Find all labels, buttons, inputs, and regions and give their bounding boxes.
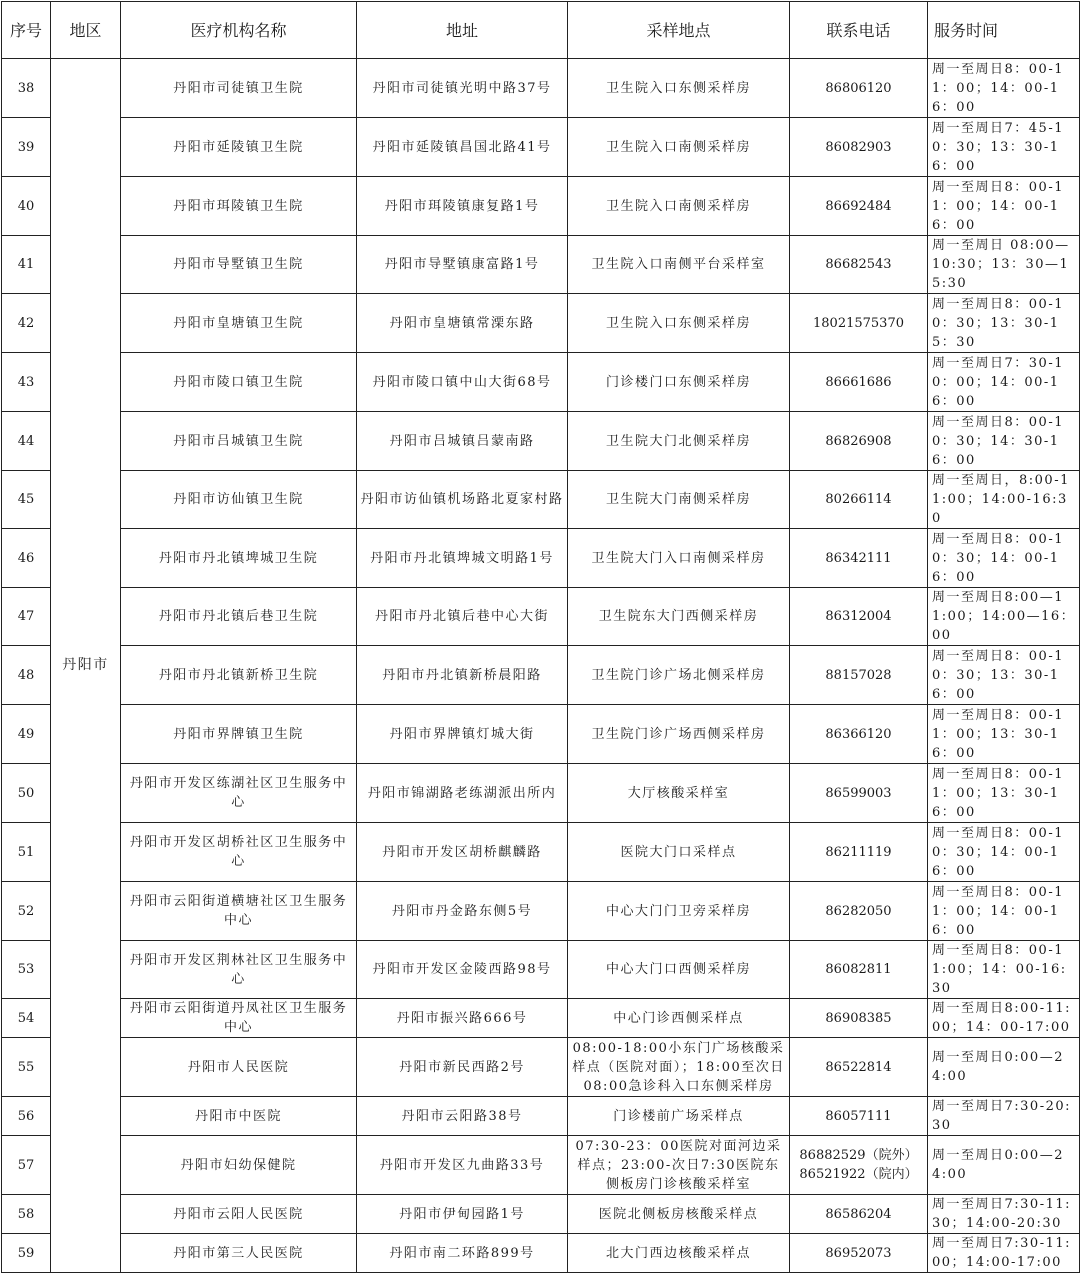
cell-institution: 丹阳市陵口镇卫生院 [121, 353, 357, 412]
cell-sampling-site: 卫生院入口东侧采样房 [568, 294, 790, 353]
phone-number: 86682543 [825, 257, 892, 272]
cell-sampling-site: 卫生院大门南侧采样房 [568, 471, 790, 529]
cell-address: 丹阳市导墅镇康富路1号 [357, 236, 568, 294]
table-row [2, 823, 1080, 882]
cell-sampling-site: 中心大门口西侧采样房 [568, 941, 790, 999]
cell-institution: 丹阳市第三人民医院 [121, 1234, 357, 1273]
cell-institution: 丹阳市妇幼保健院 [121, 1136, 357, 1195]
table-row [2, 236, 1080, 294]
phone-number: 86366120 [825, 726, 892, 742]
cell-sampling-site: 卫生院门诊广场北侧采样房 [568, 646, 790, 705]
cell-address: 丹阳市开发区九曲路33号 [357, 1136, 568, 1195]
cell-service-time: 周一至周日8：00-11：00；14：00-16：00 [928, 177, 1080, 236]
cell-phone [790, 588, 928, 646]
cell-address: 丹阳市陵口镇中山大街68号 [357, 353, 568, 412]
cell-address: 丹阳市界牌镇灯城大街 [357, 705, 568, 764]
cell-phone [790, 59, 928, 118]
cell-service-time: 周一至周日8：00-11:00；14：00-16:30 [928, 941, 1080, 999]
cell-seq: 58 [2, 1195, 51, 1234]
cell-address: 丹阳市振兴路666号 [357, 999, 568, 1038]
cell-address: 丹阳市延陵镇昌国北路41号 [357, 118, 568, 177]
cell-seq: 57 [2, 1136, 51, 1195]
phone-number: 86806120 [825, 80, 892, 96]
cell-address: 丹阳市丹金路东侧5号 [357, 882, 568, 941]
cell-sampling-site: 卫生院大门北侧采样房 [568, 412, 790, 471]
cell-seq: 45 [2, 471, 51, 529]
table-row [2, 1097, 1080, 1136]
sampling-sites-table [1, 1, 1080, 1273]
cell-sampling-site: 中心门诊西侧采样点 [568, 999, 790, 1038]
cell-seq: 53 [2, 941, 51, 999]
cell-seq: 59 [2, 1234, 51, 1273]
cell-sampling-site: 卫生院入口南侧采样房 [568, 177, 790, 236]
cell-phone [790, 941, 928, 999]
phone-number: 86661686 [825, 374, 892, 390]
cell-address: 丹阳市锦湖路老练湖派出所内 [357, 764, 568, 823]
cell-service-time: 周一至周日7:30-11:00；14:00-17:00 [928, 1234, 1080, 1273]
cell-sampling-site: 中心大门门卫旁采样房 [568, 882, 790, 941]
table-row [2, 412, 1080, 471]
cell-service-time: 周一至周日8:00—11:00；14:00—16：00 [928, 588, 1080, 646]
cell-institution: 丹阳市人民医院 [121, 1038, 357, 1097]
cell-phone [790, 177, 928, 236]
header-seq: 序号 [2, 2, 51, 59]
cell-institution: 丹阳市云阳街道丹凤社区卫生服务中心 [121, 999, 357, 1038]
cell-service-time: 周一至周日8：00-10：30；13：30-16：00 [928, 646, 1080, 705]
table-row [2, 1234, 1080, 1273]
phone-number: 86312004 [825, 609, 892, 624]
phone-number: 86908385 [825, 1010, 892, 1026]
cell-phone [790, 705, 928, 764]
cell-seq: 56 [2, 1097, 51, 1136]
table-row [2, 118, 1080, 177]
cell-address: 丹阳市开发区胡桥麒麟路 [357, 823, 568, 882]
phone-number: 86586204 [825, 1206, 892, 1222]
table-row [2, 353, 1080, 412]
cell-service-time: 周一至周日8：00-11：00；13：30-16：00 [928, 705, 1080, 764]
cell-seq: 46 [2, 529, 51, 588]
cell-phone [790, 1136, 928, 1195]
cell-service-time: 周一至周日8:00-11:00；14：00-17:00 [928, 999, 1080, 1038]
cell-service-time: 周一至周日 08:00—10:30；13：30—15:30 [928, 236, 1080, 294]
cell-institution: 丹阳市皇塘镇卫生院 [121, 294, 357, 353]
cell-seq: 38 [2, 59, 51, 118]
cell-institution: 丹阳市丹北镇新桥卫生院 [121, 646, 357, 705]
cell-sampling-site: 门诊楼门口东侧采样房 [568, 353, 790, 412]
cell-service-time: 周一至周日7：30-10：00；14：00-16：00 [928, 353, 1080, 412]
cell-seq: 50 [2, 764, 51, 823]
cell-address: 丹阳市珥陵镇康复路1号 [357, 177, 568, 236]
phone-number: 86692484 [825, 198, 892, 214]
cell-seq: 47 [2, 588, 51, 646]
cell-sampling-site: 卫生院门诊广场西侧采样房 [568, 705, 790, 764]
phone-number: 80266114 [825, 492, 892, 507]
cell-seq: 40 [2, 177, 51, 236]
cell-sampling-site: 大厅核酸采样室 [568, 764, 790, 823]
cell-phone [790, 646, 928, 705]
cell-phone [790, 882, 928, 941]
cell-seq: 48 [2, 646, 51, 705]
cell-service-time: 周一至周日8：00-10：30；14：30-16：00 [928, 412, 1080, 471]
cell-institution: 丹阳市导墅镇卫生院 [121, 236, 357, 294]
cell-sampling-site: 医院北侧板房核酸采样点 [568, 1195, 790, 1234]
cell-institution: 丹阳市访仙镇卫生院 [121, 471, 357, 529]
cell-address: 丹阳市访仙镇机场路北夏家村路 [357, 471, 568, 529]
phone-number: 18021575370 [813, 315, 904, 331]
cell-address: 丹阳市开发区金陵西路98号 [357, 941, 568, 999]
cell-seq: 39 [2, 118, 51, 177]
cell-sampling-site: 卫生院入口南侧采样房 [568, 118, 790, 177]
cell-region: 丹阳市 [51, 59, 121, 1273]
cell-address: 丹阳市皇塘镇常溧东路 [357, 294, 568, 353]
cell-institution: 丹阳市开发区胡桥社区卫生服务中心 [121, 823, 357, 882]
table-row [2, 471, 1080, 529]
table-row [2, 588, 1080, 646]
phone-number: 88157028 [825, 667, 892, 683]
phone-number: 86057111 [825, 1108, 892, 1124]
cell-phone [790, 1097, 928, 1136]
cell-seq: 52 [2, 882, 51, 941]
table-body [2, 59, 1080, 1273]
cell-phone [790, 764, 928, 823]
cell-institution: 丹阳市延陵镇卫生院 [121, 118, 357, 177]
cell-institution: 丹阳市珥陵镇卫生院 [121, 177, 357, 236]
cell-institution: 丹阳市云阳街道横塘社区卫生服务中心 [121, 882, 357, 941]
cell-service-time: 周一至周日，8:00-11:00；14:00-16:30 [928, 471, 1080, 529]
cell-phone [790, 236, 928, 294]
table-row [2, 646, 1080, 705]
cell-seq: 43 [2, 353, 51, 412]
cell-sampling-site: 卫生院东大门西侧采样房 [568, 588, 790, 646]
cell-service-time: 周一至周日8：00-10：30；13：30-15：30 [928, 294, 1080, 353]
cell-service-time: 周一至周日0:00—24:00 [928, 1038, 1080, 1097]
cell-address: 丹阳市丹北镇新桥晨阳路 [357, 646, 568, 705]
cell-seq: 41 [2, 236, 51, 294]
cell-sampling-site: 卫生院入口南侧平台采样室 [568, 236, 790, 294]
cell-service-time: 周一至周日7：45-10：30；13：30-16：00 [928, 118, 1080, 177]
cell-phone [790, 529, 928, 588]
cell-service-time: 周一至周日8：00-10：30；14：00-16：00 [928, 529, 1080, 588]
cell-institution: 丹阳市吕城镇卫生院 [121, 412, 357, 471]
cell-institution: 丹阳市司徒镇卫生院 [121, 59, 357, 118]
cell-institution: 丹阳市开发区练湖社区卫生服务中心 [121, 764, 357, 823]
header-sampling-site: 采样地点 [568, 2, 790, 59]
cell-sampling-site: 卫生院大门入口南侧采样房 [568, 529, 790, 588]
header-address: 地址 [357, 2, 568, 59]
phone-number: 86082811 [825, 962, 892, 977]
table-row [2, 177, 1080, 236]
phone-number: 86826908 [825, 433, 892, 449]
cell-service-time: 周一至周日8：00-11：00；14：00-16：00 [928, 59, 1080, 118]
cell-seq: 51 [2, 823, 51, 882]
cell-institution: 丹阳市中医院 [121, 1097, 357, 1136]
cell-seq: 49 [2, 705, 51, 764]
table-row [2, 941, 1080, 999]
table-row [2, 294, 1080, 353]
table-row [2, 764, 1080, 823]
cell-service-time: 周一至周日7:30-20:30 [928, 1097, 1080, 1136]
phone-number: 86522814 [825, 1059, 892, 1075]
cell-phone [790, 999, 928, 1038]
cell-institution: 丹阳市丹北镇埤城卫生院 [121, 529, 357, 588]
table-row [2, 882, 1080, 941]
cell-service-time: 周一至周日8：00-10：30；14：00-16：00 [928, 823, 1080, 882]
phone-number-secondary: 86521922（院内） [799, 1167, 918, 1182]
cell-address: 丹阳市丹北镇埤城文明路1号 [357, 529, 568, 588]
cell-service-time: 周一至周日0:00—24:00 [928, 1136, 1080, 1195]
phone-number: 86599003 [825, 785, 892, 801]
cell-service-time: 周一至周日7:30-11:30；14:00-20:30 [928, 1195, 1080, 1234]
cell-phone [790, 412, 928, 471]
cell-seq: 54 [2, 999, 51, 1038]
header-row [2, 2, 1080, 59]
header-institution: 医疗机构名称 [121, 2, 357, 59]
cell-address: 丹阳市南二环路899号 [357, 1234, 568, 1273]
header-service-time: 服务时间 [928, 2, 1080, 59]
cell-phone [790, 1195, 928, 1234]
cell-seq: 55 [2, 1038, 51, 1097]
header-region: 地区 [51, 2, 121, 59]
cell-address: 丹阳市云阳路38号 [357, 1097, 568, 1136]
cell-phone [790, 1234, 928, 1273]
table-row [2, 1038, 1080, 1097]
cell-sampling-site: 门诊楼前广场采样点 [568, 1097, 790, 1136]
cell-address: 丹阳市司徒镇光明中路37号 [357, 59, 568, 118]
cell-institution: 丹阳市云阳人民医院 [121, 1195, 357, 1234]
table-row [2, 1136, 1080, 1195]
cell-seq: 44 [2, 412, 51, 471]
cell-sampling-site: 北大门西边核酸采样点 [568, 1234, 790, 1273]
header-phone: 联系电话 [790, 2, 928, 59]
cell-phone [790, 823, 928, 882]
phone-number: 86342111 [825, 550, 892, 566]
cell-seq: 42 [2, 294, 51, 353]
cell-sampling-site: 卫生院入口东侧采样房 [568, 59, 790, 118]
cell-sampling-site: 07:30-23：00医院对面河边采样点；23:00-次日7:30医院东侧板房门诊核酸采样室 [568, 1136, 790, 1195]
cell-institution: 丹阳市开发区荆林社区卫生服务中心 [121, 941, 357, 999]
table-row [2, 705, 1080, 764]
phone-number: 86952073 [825, 1245, 892, 1261]
cell-service-time: 周一至周日8：00-11：00；13：30-16：00 [928, 764, 1080, 823]
cell-address: 丹阳市伊甸园路1号 [357, 1195, 568, 1234]
phone-number: 86211119 [825, 844, 892, 860]
phone-number: 86882529（院外） [799, 1148, 918, 1163]
cell-phone [790, 471, 928, 529]
cell-institution: 丹阳市界牌镇卫生院 [121, 705, 357, 764]
cell-address: 丹阳市丹北镇后巷中心大街 [357, 588, 568, 646]
cell-phone [790, 353, 928, 412]
table-row [2, 999, 1080, 1038]
cell-sampling-site: 08:00-18:00小东门广场核酸采样点（医院对面）；18:00至次日08:00急诊科入口东侧采样房 [568, 1038, 790, 1097]
cell-phone [790, 294, 928, 353]
cell-address: 丹阳市吕城镇吕蒙南路 [357, 412, 568, 471]
phone-number: 86282050 [825, 903, 892, 919]
cell-sampling-site: 医院大门口采样点 [568, 823, 790, 882]
cell-service-time: 周一至周日8：00-11：00；14：00-16：00 [928, 882, 1080, 941]
cell-institution: 丹阳市丹北镇后巷卫生院 [121, 588, 357, 646]
cell-address: 丹阳市新民西路2号 [357, 1038, 568, 1097]
table-row [2, 1195, 1080, 1234]
table-row [2, 59, 1080, 118]
cell-phone [790, 1038, 928, 1097]
cell-phone [790, 118, 928, 177]
table-row [2, 529, 1080, 588]
phone-number: 86082903 [825, 139, 892, 155]
